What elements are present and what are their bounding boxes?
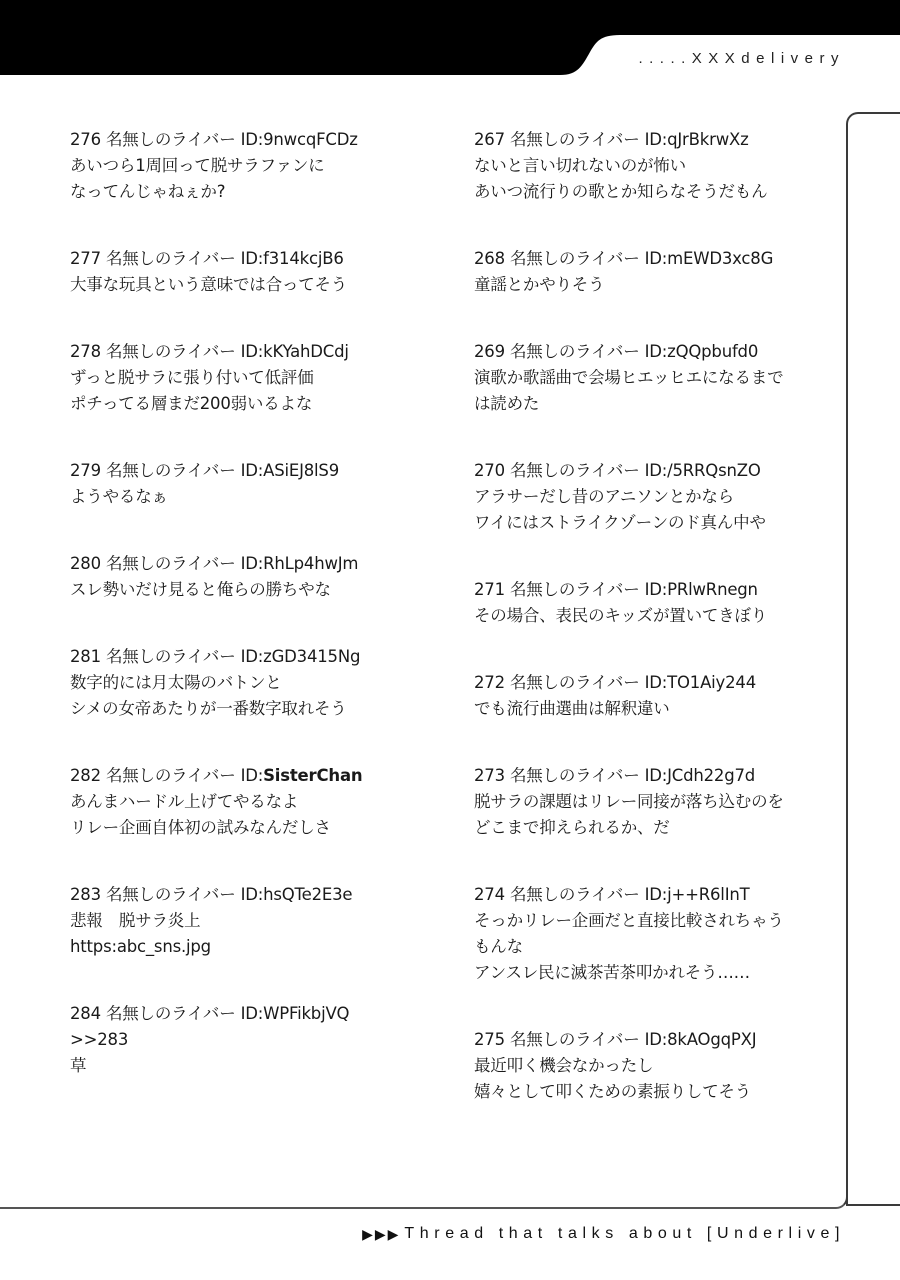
thread-post xyxy=(70,763,430,841)
post-number: 270 xyxy=(474,461,505,480)
posts-column-right xyxy=(474,127,834,1105)
poster-id: SisterChan xyxy=(263,766,363,785)
post-number: 283 xyxy=(70,885,101,904)
post-number: 274 xyxy=(474,885,505,904)
poster-name: 名無しのライバー xyxy=(509,249,640,268)
id-prefix: ID: xyxy=(240,885,264,904)
thread-post xyxy=(474,670,834,722)
post-body-line: その場合、表民のキッズが置いてきぼり xyxy=(474,606,768,625)
poster-id: mEWD3xc8G xyxy=(667,249,774,268)
thread-post xyxy=(70,1001,430,1079)
id-prefix: ID: xyxy=(240,766,264,785)
post-body-line: スレ勢いだけ見ると俺らの勝ちやな xyxy=(70,580,331,599)
post-body-line: アラサーだし昔のアニソンとかなら xyxy=(474,487,734,506)
id-prefix: ID: xyxy=(644,673,668,692)
thread-post xyxy=(474,577,834,629)
page-frame-bottom xyxy=(0,1195,848,1209)
id-prefix: ID: xyxy=(644,885,668,904)
id-prefix: ID: xyxy=(240,342,264,361)
post-number: 282 xyxy=(70,766,101,785)
post-body-line: アンスレ民に滅茶苦茶叩かれそう…… xyxy=(474,963,750,982)
post-body-line: でも流行曲選曲は解釈違い xyxy=(474,699,670,718)
post-number: 271 xyxy=(474,580,505,599)
poster-name: 名無しのライバー xyxy=(105,647,236,666)
post-header xyxy=(70,458,430,484)
post-body-line: もんな xyxy=(474,937,523,956)
post-number: 284 xyxy=(70,1004,101,1023)
post-header xyxy=(70,882,430,908)
post-body-line: ようやるなぁ xyxy=(70,487,168,506)
poster-id: 8kAOgqPXJ xyxy=(667,1030,757,1049)
post-number: 277 xyxy=(70,249,101,268)
thread-post xyxy=(70,458,430,510)
post-body-line: >>283 xyxy=(70,1030,129,1049)
poster-name: 名無しのライバー xyxy=(105,461,236,480)
post-number: 273 xyxy=(474,766,505,785)
post-header xyxy=(474,577,834,603)
post-number: 272 xyxy=(474,673,505,692)
post-body-line: なってんじゃねぇか? xyxy=(70,182,226,201)
poster-id: kKYahDCdj xyxy=(263,342,349,361)
post-body-line: あいつら1周回って脱サラファンに xyxy=(70,156,325,175)
post-header xyxy=(474,763,834,789)
poster-id: RhLp4hwJm xyxy=(263,554,359,573)
poster-name: 名無しのライバー xyxy=(105,554,236,573)
post-number: 267 xyxy=(474,130,505,149)
post-header xyxy=(70,551,430,577)
post-header xyxy=(70,1001,430,1027)
post-body-line: どこまで抑えられるか、だ xyxy=(474,818,670,837)
post-number: 281 xyxy=(70,647,101,666)
post-header xyxy=(474,339,834,365)
post-number: 268 xyxy=(474,249,505,268)
post-header xyxy=(474,670,834,696)
post-header xyxy=(474,246,834,272)
id-prefix: ID: xyxy=(240,461,264,480)
poster-id: JCdh22g7d xyxy=(667,766,756,785)
post-number: 269 xyxy=(474,342,505,361)
post-number: 276 xyxy=(70,130,101,149)
poster-name: 名無しのライバー xyxy=(105,1004,236,1023)
post-header xyxy=(474,1027,834,1053)
post-number: 280 xyxy=(70,554,101,573)
poster-name: 名無しのライバー xyxy=(509,580,640,599)
post-header xyxy=(70,339,430,365)
poster-id: zGD3415Ng xyxy=(263,647,361,666)
post-body-line: は読めた xyxy=(474,394,540,413)
id-prefix: ID: xyxy=(240,130,264,149)
post-body-line: あんまハードル上げてやるなよ xyxy=(70,792,299,811)
post-body-line: ずっと脱サラに張り付いて低評価 xyxy=(70,368,314,387)
thread-post xyxy=(474,458,834,536)
post-number: 275 xyxy=(474,1030,505,1049)
poster-id: WPFikbjVQ xyxy=(263,1004,350,1023)
poster-name: 名無しのライバー xyxy=(509,342,640,361)
poster-name: 名無しのライバー xyxy=(509,461,640,480)
id-prefix: ID: xyxy=(644,342,668,361)
post-header xyxy=(474,458,834,484)
post-header xyxy=(474,882,834,908)
footer-caption xyxy=(362,1225,845,1243)
id-prefix: ID: xyxy=(644,1030,668,1049)
post-body-line: シメの女帝あたりが一番数字取れそう xyxy=(70,699,347,718)
thread-post xyxy=(474,763,834,841)
thread-post xyxy=(474,882,834,986)
post-body-line: 悲報 脱サラ炎上 xyxy=(70,911,201,930)
post-number: 278 xyxy=(70,342,101,361)
post-body-line: そっかリレー企画だと直接比較されちゃう xyxy=(474,911,784,930)
post-header xyxy=(70,763,430,789)
id-prefix: ID: xyxy=(644,766,668,785)
poster-name: 名無しのライバー xyxy=(105,249,236,268)
post-body-line: 数字的には月太陽のバトンと xyxy=(70,673,282,692)
id-prefix: ID: xyxy=(644,249,668,268)
post-body-line: 最近叩く機会なかったし xyxy=(474,1056,654,1075)
page-frame-right xyxy=(846,112,900,1206)
post-body-line: ないと言い切れないのが怖い xyxy=(474,156,686,175)
post-body-line: リレー企画自体初の試みなんだしさ xyxy=(70,818,331,837)
poster-name: 名無しのライバー xyxy=(105,130,236,149)
post-body-line: 草 xyxy=(70,1056,87,1075)
header-title: .....XXXdelivery xyxy=(638,50,845,67)
poster-id: qJrBkrwXz xyxy=(667,130,749,149)
poster-id: PRlwRnegn xyxy=(667,580,758,599)
poster-name: 名無しのライバー xyxy=(509,766,640,785)
post-body-line: 脱サラの課題はリレー同接が落ち込むのを xyxy=(474,792,784,811)
poster-name: 名無しのライバー xyxy=(509,130,640,149)
thread-post xyxy=(70,551,430,603)
post-body-line: あいつ流行りの歌とか知らなそうだもん xyxy=(474,182,768,201)
poster-id: 9nwcqFCDz xyxy=(263,130,358,149)
post-body-line: 童謡とかやりそう xyxy=(474,275,605,294)
thread-post xyxy=(70,339,430,417)
id-prefix: ID: xyxy=(240,249,264,268)
poster-name: 名無しのライバー xyxy=(509,885,640,904)
poster-id: zQQpbufd0 xyxy=(667,342,759,361)
poster-name: 名無しのライバー xyxy=(509,1030,640,1049)
id-prefix: ID: xyxy=(644,461,668,480)
poster-id: TO1Aiy244 xyxy=(667,673,757,692)
posts-column-left xyxy=(70,127,430,1079)
poster-name: 名無しのライバー xyxy=(105,342,236,361)
poster-name: 名無しのライバー xyxy=(105,766,236,785)
poster-name: 名無しのライバー xyxy=(105,885,236,904)
post-header xyxy=(70,246,430,272)
post-header xyxy=(70,644,430,670)
poster-id: ASiEJ8lS9 xyxy=(263,461,339,480)
thread-post xyxy=(474,1027,834,1105)
thread-post xyxy=(70,127,430,205)
id-prefix: ID: xyxy=(644,130,668,149)
post-body-line: 嬉々として叩くための素振りしてそう xyxy=(474,1082,752,1101)
triple-arrow-icon: ▶▶▶ xyxy=(362,1225,401,1242)
id-prefix: ID: xyxy=(644,580,668,599)
thread-post xyxy=(70,882,430,960)
post-body-line: ワイにはストライクゾーンのド真ん中や xyxy=(474,513,766,532)
id-prefix: ID: xyxy=(240,647,264,666)
id-prefix: ID: xyxy=(240,1004,264,1023)
poster-id: f314kcjB6 xyxy=(263,249,344,268)
post-number: 279 xyxy=(70,461,101,480)
thread-post xyxy=(474,127,834,205)
thread-post xyxy=(474,339,834,417)
thread-post xyxy=(70,246,430,298)
id-prefix: ID: xyxy=(240,554,264,573)
poster-id: j++R6lInT xyxy=(667,885,750,904)
poster-id: hsQTe2E3e xyxy=(263,885,353,904)
post-header xyxy=(474,127,834,153)
header-band xyxy=(0,0,900,80)
post-body-line: 大事な玩具という意味では合ってそう xyxy=(70,275,348,294)
post-body-line: 演歌か歌謡曲で会場ヒエッヒエになるまで xyxy=(474,368,784,387)
footer-text: Thread that talks about [Underlive] xyxy=(404,1225,845,1242)
poster-name: 名無しのライバー xyxy=(509,673,640,692)
post-body-line: ポチってる層まだ200弱いるよな xyxy=(70,394,313,413)
thread-post xyxy=(70,644,430,722)
thread-post xyxy=(474,246,834,298)
poster-id: /5RRQsnZO xyxy=(667,461,761,480)
post-body-line: https:abc_sns.jpg xyxy=(70,937,211,956)
post-header xyxy=(70,127,430,153)
